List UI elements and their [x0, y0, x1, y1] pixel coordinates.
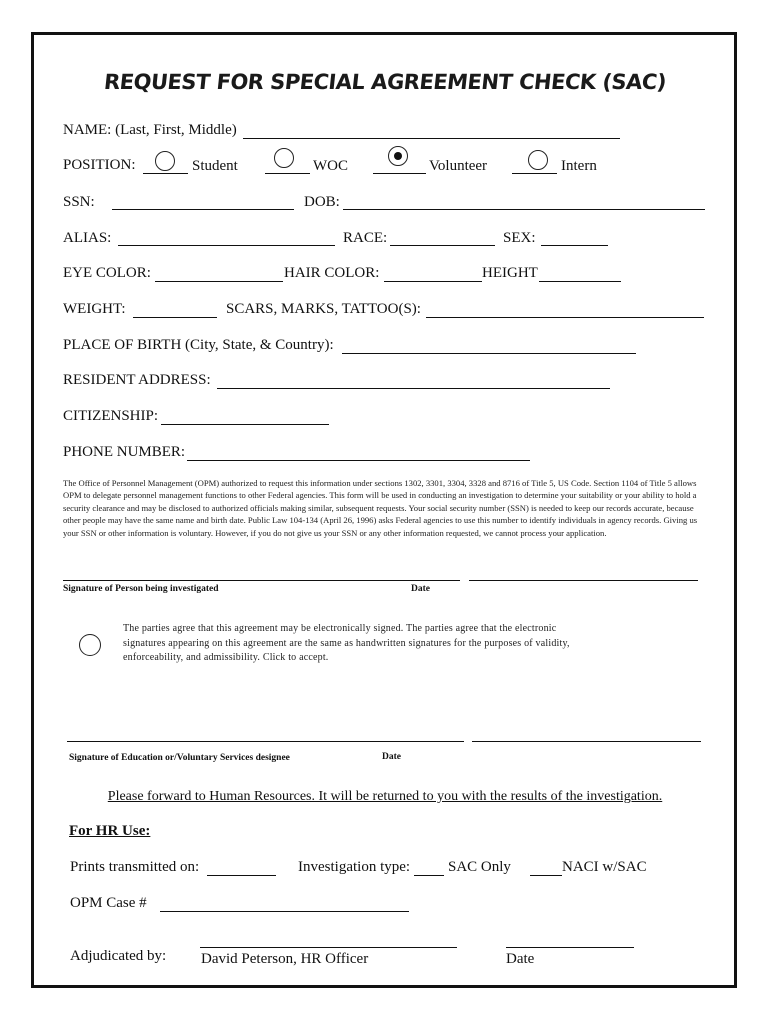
- height-label: HEIGHT: [482, 265, 538, 281]
- person-signature-field[interactable]: [63, 580, 460, 581]
- weight-field[interactable]: [133, 317, 217, 318]
- citizenship-label: CITIZENSHIP:: [63, 408, 158, 424]
- sex-label: SEX:: [503, 230, 536, 246]
- designee-signature-label: Signature of Education or/Voluntary Services designee: [69, 753, 290, 763]
- position-woc-label: WOC: [313, 158, 348, 174]
- designee-signature-field[interactable]: [67, 741, 464, 742]
- position-label: POSITION:: [63, 157, 136, 173]
- phone-field[interactable]: [187, 460, 530, 461]
- resident-address-field[interactable]: [217, 388, 610, 389]
- adjudicated-date-line[interactable]: [506, 947, 634, 948]
- form-title: REQUEST FOR SPECIAL AGREEMENT CHECK (SAC): [102, 70, 668, 94]
- sex-field[interactable]: [541, 245, 608, 246]
- citizenship-field[interactable]: [161, 424, 329, 425]
- person-signature-date-field[interactable]: [469, 580, 698, 581]
- position-underline: [143, 173, 188, 174]
- naci-checkline[interactable]: [530, 875, 562, 876]
- prints-transmitted-label: Prints transmitted on:: [70, 859, 200, 875]
- dob-field[interactable]: [343, 209, 705, 210]
- position-woc-radio[interactable]: [274, 148, 294, 168]
- position-student-label: Student: [192, 158, 238, 174]
- investigation-type-label: Investigation type:: [298, 859, 411, 875]
- designee-signature-date-label: Date: [382, 752, 401, 762]
- position-intern-label: Intern: [561, 158, 597, 174]
- position-underline: [512, 173, 557, 174]
- alias-label: ALIAS:: [63, 230, 112, 246]
- position-underline: [265, 173, 310, 174]
- position-volunteer-label: Volunteer: [429, 158, 488, 174]
- prints-transmitted-field[interactable]: [207, 875, 276, 876]
- hair-color-field[interactable]: [384, 281, 482, 282]
- sac-only-label: SAC Only: [448, 859, 511, 875]
- weight-label: WEIGHT:: [63, 301, 126, 317]
- adjudicated-date-label: Date: [506, 951, 535, 967]
- person-signature-label: Signature of Person being investigated: [63, 584, 219, 594]
- name-field[interactable]: [243, 138, 620, 139]
- position-underline: [373, 173, 426, 174]
- adjudicated-by-label: Adjudicated by:: [70, 948, 167, 964]
- resident-address-label: RESIDENT ADDRESS:: [63, 372, 211, 388]
- adjudicator-signature-line[interactable]: [200, 947, 457, 948]
- hair-color-label: HAIR COLOR:: [284, 265, 380, 281]
- position-volunteer-radio[interactable]: [388, 146, 408, 166]
- phone-label: PHONE NUMBER:: [63, 444, 186, 460]
- designee-signature-date-field[interactable]: [472, 741, 701, 742]
- position-intern-radio[interactable]: [528, 150, 548, 170]
- sac-only-checkline[interactable]: [414, 875, 444, 876]
- alias-field[interactable]: [118, 245, 335, 246]
- opm-case-label: OPM Case #: [70, 895, 147, 911]
- ssn-label: SSN:: [63, 194, 95, 210]
- hr-use-heading: For HR Use:: [69, 823, 151, 839]
- scars-label: SCARS, MARKS, TATTOO(S):: [226, 301, 421, 317]
- naci-label: NACI w/SAC: [562, 859, 647, 875]
- opm-case-field[interactable]: [160, 911, 409, 912]
- place-of-birth-label: PLACE OF BIRTH (City, State, & Country):: [63, 337, 334, 353]
- person-signature-date-label: Date: [411, 584, 430, 594]
- dob-label: DOB:: [304, 194, 340, 210]
- privacy-notice: The Office of Personnel Management (OPM) authorized to request this information under sections 1302, 3301, 3304, 3328 and 8716 of Title 5, US Code. Section 1104 of Title 5 allows OPM to delegate personnel management functions to other Federal agencies. This form will be used in conducting an investigation to determine your suitability or your ability to hold a security clearance and may be disclosed to authorized officials making similar, subsequent requests. Your social security number (SSN) is needed to keep our records accurate, because other people may have the same name and birth date. Public Law 104-134 (April 26, 1996) asks Federal agencies to use this number to identify individuals in agency records. Giving us your SSN or other information is voluntary. However, if you do not give us your SSN or any other information requested, we cannot process your application.: [63, 478, 698, 538]
- race-field[interactable]: [390, 245, 495, 246]
- scars-field[interactable]: [426, 317, 704, 318]
- eye-color-field[interactable]: [155, 281, 283, 282]
- adjudicator-name: David Peterson, HR Officer: [201, 951, 369, 967]
- esign-agreement-text: The parties agree that this agreement may be electronically signed. The parties agree that the electronic signatures appearing on this agreement are the same as handwritten signatures for the purposes of validity, enforceability, and admissibility. Click to accept.: [123, 623, 570, 663]
- esign-accept-radio[interactable]: [79, 634, 101, 656]
- forward-note: Please forward to Human Resources. It will be returned to you with the results of the investigation.: [107, 789, 663, 804]
- position-student-radio[interactable]: [155, 151, 175, 171]
- place-of-birth-field[interactable]: [342, 353, 636, 354]
- ssn-field[interactable]: [112, 209, 294, 210]
- name-label: NAME: (Last, First, Middle): [63, 122, 237, 138]
- eye-color-label: EYE COLOR:: [63, 265, 151, 281]
- height-field[interactable]: [539, 281, 621, 282]
- race-label: RACE:: [343, 230, 388, 246]
